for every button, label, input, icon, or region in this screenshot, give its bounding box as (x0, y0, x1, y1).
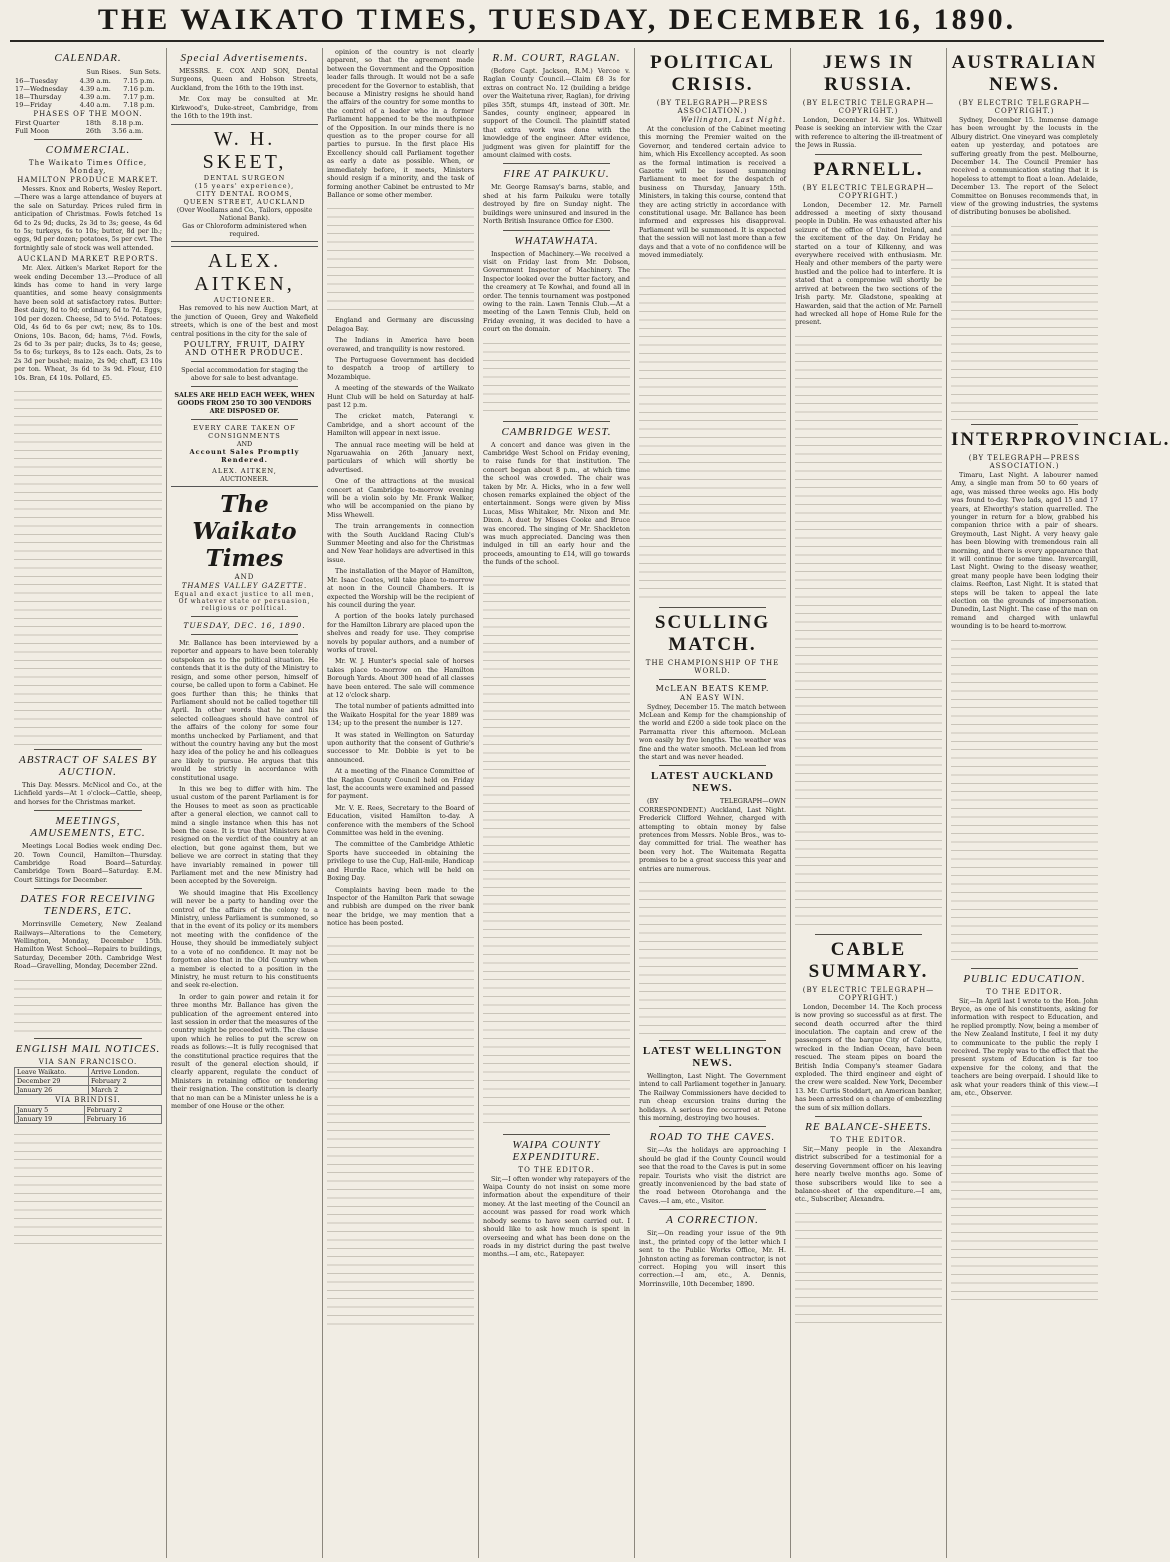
column-text-filler (14, 1128, 162, 1248)
news-note: The total number of patients admitted into the Waikato Hospital for the year 1889 was 134; up to the present the number is 127. (327, 702, 474, 728)
auckland-news-text: (BY TELEGRAPH—OWN CORRESPONDENT.) Auckland, Last Night. Frederick Clifford Wehner, charged with attempting to obtain money by false pretences from Messrs. Noble Bros., was to-day committed for trial. The weather has been very hot. The Waitemata Regatta promises to be a great success this year and entries are numerous. (639, 797, 786, 873)
interprovincial-text: Timaru, Last Night. A labourer named Amy, a single man from 50 to 60 years of age, was missed three weeks ago. His body was found to-day. Two lads, aged 15 and 17 years, at Elworthy's station quarrelled. The younger in return for a blow, grabbed his companion thrice with a pair of shears. Greymouth, Last Night. A very heavy gale has been blowing with tremendous rain all morning, and there is every appearance that it will continue for some time. Invercargill, Last Night. Owing to the diseasy weather, great many people have been lodging their claims. Reefton, Last Night. It is stated that steps will be taken to appeal the late election on the grounds of impersonation. Dunedin, Last Night. The case of the man on remand and charged with unlawful wounding is to be heard to-morrow. (951, 470, 1098, 631)
education-text: Sir,—In April last I wrote to the Hon. John Bryce, as one of his constituents, asking for information with respect to Education, and he replied promptly. Now, being a member of the New Zealand Institute, I feel it my duty to communicate to the public the reply I received. The reply was to the effect that the present system of Education is far too expensive for the colony, and that the teachers are being overpaid. I should like to ask what your readers think of this view.—I am, etc., Observer. (951, 996, 1098, 1098)
mail-sub: VIA SAN FRANCISCO. (38, 1057, 138, 1066)
news-note: Mr. W. J. Hunter's special sale of horses takes place to-morrow on the Hamilton Borough Yards. About 300 head of all classes have been entered. The sale will commence at 12 o'clock sharp. (327, 657, 474, 699)
correction-text: Sir,—On reading your issue of the 9th inst., the printed copy of the letter which I sent to the Public Works Office, Mr. H. Johnston acting as foreman contractor, is not correct. Hoping you will insert this correction.—I am, etc., A. Dennis, Morrinsville, 10th December, 1890. (639, 1229, 786, 1288)
news-note: The Indians in America have been overawed, and tranquility is now restored. (327, 336, 474, 353)
cox-ad-text: MESSRS. E. COX AND SON, Dental Surgeons, Queen and Hobson Streets, Auckland, from the 16th to the 19th inst. (171, 67, 318, 92)
column-5: POLITICAL CRISIS. (BY TELEGRAPH—PRESS ASSOCIATION.) Wellington, Last Night. At the conclusion of the Cabinet meeting this morning the Premier waited on the Governor, and tendered certain advice to him, which His Excellency accepted. As soon as the formal intimation is received a Gazette will be issued summoning Parliament to meet for the despatch of business on Thursday, January 15th. Ministers, in taking this course, contend that they are acting strictly in accordance with constitutional usage. Mr. Ballance has been informed and expresses his disapproval. Parliament will be summoned. It is expected that the session will not last more than a few days and that a vote of no confidence will be moved immediately. SCULLING MATCH. THE CHAMPIONSHIP OF THE WORLD. McLEAN BEATS KEMP. AN EASY WIN. Sydney, December 15. The match between McLean and Kemp for the championship of the world and £200 a side took place on the Parramatta river this afternoon. McLean won easily by five lengths. The weather was fine and the water smooth. McLean led from the start and was never headed. LATEST AUCKLAND NEWS. (BY TELEGRAPH—OWN CORRESPONDENT.) Auckland, Last Night. Frederick Clifford Wehner, charged with attempting to obtain money by false pretences from Messrs. Noble Bros., was to-day committed for trial. The weather has been very hot. The Waitemata Regatta promises to be a great success this year and entries are numerous. LATEST WELLINGTON NEWS. Wellington, Last Night. The Government intend to call Parliament together in January. The Railway Commissioners have decided to run cheap excursion trains during the holidays. A serious fire occurred at Petone this morning, destroying two houses. ROAD TO THE CAVES. Sir,—As the holidays are approaching I should be glad if the County Council would see that the road to the Caves is put in some repair. Tourists who visit the district are greatly inconvenienced by the bad state of the road between Otorohanga and the Caves.—I am, etc., Visitor. A CORRECTION. Sir,—On reading your issue of the 9th inst., the printed copy of the letter which I sent to the Public Works Office, Mr. H. Johnston acting as foreman contractor, is not correct. Hoping you will insert this correction.—I am, etc., A. Dennis, Morrinsville, 10th December, 1890. (634, 48, 790, 1558)
produce-title: HAMILTON PRODUCE MARKET. (17, 176, 159, 184)
news-note: The committee of the Cambridge Athletic Sports have succeeded in obtaining the privilege to use the Cup, Hall-mile, Handicap and Hurdle Race, which will be held on Boxing Day. (327, 840, 474, 883)
column-text-filler (483, 570, 630, 1130)
meetings-title: MEETINGS, AMUSEMENTS, ETC. (30, 815, 146, 840)
mail-table: Leave Waikato. Arrive London. December 29 February 2 January 26 March 2 (14, 1067, 162, 1095)
column-text-filler (639, 876, 786, 1036)
skeet-name: W. H. SKEET, (202, 128, 287, 174)
mail-sub2: VIA BRINDISI. (55, 1095, 121, 1104)
commercial-title: COMMERCIAL. (45, 144, 131, 156)
balance-text: Sir,—Many people in the Alexandra district subscribed for a testimonial for a deserving Government officer on his leaving here nearly twelve months ago. Some of those subscribers would like to see a balance-sheet of the expenditure.—I am, etc., Subscriber, Alexandra. (795, 1145, 942, 1204)
paper-title: The Waikato Times (192, 491, 297, 573)
leader-paragraph: Mr. Ballance has been interviewed by a reporter and appears to have been tolerably outspoken as to the political situation. He contends that it is the duty of the Ministry to resign, and some other person, himself of course, be called upon to form a Cabinet. He goes further than this; he thinks that Parliament should not be called together till April. In other words that he and his selected colleagues should have control of the affairs of the colony for some four months unchecked by Parliament, and that without the country having any but the most hazy idea of the policy he and his colleagues are likely to pursue. He argues that this would be strictly in accordance with constitutional usage. (171, 639, 318, 782)
skeet-ad: W. H. SKEET, DENTAL SURGEON (15 years' experience), CITY DENTAL ROOMS, QUEEN STREET, AUCKLAND (Over Woollams and Co., Tailors, opposite National Bank). Gas or Chloroform administered when required. (171, 124, 318, 242)
mail-table-2: January 5 February 2 January 19 February 16 (14, 1105, 162, 1124)
aitken-name: ALEX. AITKEN, (194, 250, 295, 296)
calendar-title: CALENDAR. (54, 52, 122, 64)
cable-text: London, December 14. The Koch process is now proving so successful as at first. The second death occurred after the third inoculation. The captain and crew of the passengers of the barque City of Calcutta, wrecked in the Indian Ocean, have been rescued. The steam pipes on board the British India Company's steamer Gadara exploded. The third engineer and eight of the crew were scalded. New York, December 13. Mr. Curtis Stoddart, an American banker, has been arrested on a charge of embezzling the sum of six million dollars. (795, 1002, 942, 1112)
news-note: The annual race meeting will be held at Ngaruawahia on 26th January next, particulars of which will shortly be advertised. (327, 440, 474, 474)
meetings-text: Meetings Local Bodies week ending Dec. 20. Town Council, Hamilton—Thursday. Cambridge Road Board—Saturday. Cambridge Town Board—Saturday. E.M. Court Sittings for December. (14, 842, 162, 884)
abstract-text: This Day. Messrs. McNicol and Co., at the Lichfield yards—At 1 o'clock—Cattle, sheep, and horses for the Christmas market. (14, 780, 162, 806)
news-note: A portion of the books lately purchased for the Hamilton Library are placed upon the shelves and ready for use. They comprise novels by popular authors, and a number of works of travel. (327, 612, 474, 654)
education-title: PUBLIC EDUCATION. (963, 972, 1086, 985)
australian-text: Sydney, December 15. Immense damage has been wrought by the locusts in the Albury district. One vineyard was completely eaten up yesterday, and potatoes are suffering greatly from the pest. Melbourne, December 14. The Council Premier has received a communication stating that it is hopeless to attempt to float a loan. Adelaide, December 13. The report of the Select Committee on Bonuses recommends that, in view of the growing industries, the systems of distributing bonuses be abolished. (951, 116, 1098, 217)
produce-text: Messrs. Knox and Roberts, Wesley Report.—There was a large attendance of buyers at the sale on Saturday. Prices ruled firm in anticipation of Christmas. Fowls fetched 1s 6d to 2s 9d; ducks, 2s 3d to 3s; geese, 4s 6d to 5s; turkeys, 6s to 10s; butter, 8d per lb.; eggs, 9d per dozen; potatoes, 5s per cwt. The fortnightly sale of stock was well attended. (14, 185, 162, 252)
column-text-filler (483, 337, 630, 417)
cable-title: CABLE SUMMARY. (808, 938, 929, 982)
rm-court-title: R.M. COURT, RAGLAN. (492, 52, 621, 64)
auckland-text: Mr. Alex. Aitken's Market Report for the week ending December 13.—Produce of all kinds has come to hand in very large quantities, and some heavy consignments have been sold at satisfactory rates. Butter: Best dairy, 8d to 9d; ordinary, 6d to 7d. Eggs, 10d per dozen. Cheese, 5d to 5½d. Potatoes: Old, 4s 6d to 6s per cwt; new, 8s to 10s. Onions, 10s. Bacon, 6d; hams, 7½d. Fowls, 2s 6d to 3s per pair; ducks, 3s to 4s; geese, 5s to 6s; turkeys, 8s to 12s each. Oats, 2s to 2s 3d per bushel; maize, 2s 9d; chaff, £3 10s per ton. Wheat, 3s 6d to 3s 9d. Flour, £10 10s. Bran, £4 10s. Pollard, £5. (14, 264, 162, 382)
news-note: The installation of the Mayor of Hamilton, Mr. Isaac Coates, will take place to-morrow at noon in the Council Chambers. It is expected the Worship will be the recipient of his council during the year. (327, 567, 474, 609)
mail-title: ENGLISH MAIL NOTICES. (15, 1042, 161, 1055)
column-text-filler (951, 1100, 1098, 1300)
column-text-filler (14, 974, 162, 1034)
interprovincial-title: INTERPROVINCIAL. (951, 428, 1170, 450)
moon-table: First Quarter 18th 8.18 p.m. Full Moon 26th 3.56 a.m. (15, 119, 144, 135)
special-ads-title: Special Advertisements. (180, 52, 309, 64)
news-note: The train arrangements in connection with the South Auckland Racing Club's Summer Meeting and also for the Christmas and New Year holidays are advertised in this issue. (327, 522, 474, 564)
news-note: One of the attractions at the musical concert at Cambridge to-morrow evening will be a violin solo by Mr. Frank Walker, who will be accompanied on the piano by Miss Whewell. (327, 477, 474, 519)
leader-paragraph: opinion of the country is not clearly apparent, so that the agreement made between the Government and the Opposition leader falls through. It would not be a safe precedent for the Governor to establish, that because a Ministry resigns he should hand the affairs of the country for some months to the control of a leader who in a former Parliament happened to be the mouthpiece of the Opposition. In our minds there is no question as to the proper course for all parties to pursue. In the first place His Excellency should call Parliament together as early a date as possible. When, or immediately before, it meets, Ministers should resign if a minority, and the task of forming another Cabinet be entrusted to Mr Ballance or some other member. (327, 48, 474, 199)
commercial-sub: The Waikato Times Office, Monday, (28, 159, 148, 175)
column-6: JEWS IN RUSSIA. (BY ELECTRIC TELEGRAPH—COPYRIGHT.) London, December 14. Sir Jos. Whitwell Pease is seeking an interview with the Czar with reference to altering the ill-treatment of the Jews in Russia. PARNELL. (BY ELECTRIC TELEGRAPH—COPYRIGHT.) London, December 12. Mr. Parnell addressed a meeting of sixty thousand people in Dublin. He was exhausted after his seizure of the office of United Ireland, and the excitement of the day. On Friday he started on a tour of Kilkenny, and was everywhere received with enthusiasm. Mr. Healy and other members of the party were hustled and the police had to interfere. It is stated that a compromise will shortly be arrived at between the two sections of the Irish party. Mr. Gladstone, speaking at Hawarden, said that the action of Mr. Parnell had wrecked all hope of Home Rule for the present. CABLE SUMMARY. (BY ELECTRIC TELEGRAPH—COPYRIGHT.) London, December 14. The Koch process is now proving so successful as at first. The second death occurred after the third inoculation. The captain and crew of the passengers of the barque City of Calcutta, wrecked in the Indian Ocean, have been rescued. The steam pipes on board the British India Company's steamer Gadara exploded. The third engineer and eight of the crew were scalded. New York, December 13. Mr. Curtis Stoddart, an American banker, has been arrested on a charge of embezzling the sum of six million dollars. RE BALANCE-SHEETS. TO THE EDITOR. Sir,—Many people in the Alexandra district subscribed for a testimonial for a deserving Government officer on his leaving here nearly twelve months ago. Some of those subscribers would like to see a balance-sheet of the expenditure.—I am, etc., Subscriber, Alexandra. (790, 48, 946, 1558)
moon-title: PHASES OF THE MOON. (33, 110, 143, 118)
tenders-title: DATES FOR RECEIVING TENDERS, ETC. (20, 893, 156, 918)
column-text-filler (639, 263, 786, 603)
paper-subtitle: THAMES VALLEY GAZETTE. (181, 582, 308, 591)
balance-title: RE BALANCE-SHEETS. (805, 1121, 932, 1133)
column-text-filler (795, 330, 942, 930)
waipa-title: WAIPA COUNTY EXPENDITURE. (512, 1138, 601, 1163)
whatawhata-text: Inspection of Machinery.—We received a visit on Friday last from Mr. Dobson, Government Inspector of Machinery. The Inspector looked over the butter factory, and the creamery at Te Kowhai, and found all in order. The tennis tournament was postponed owing to the rain. Lawn Tennis Club.—At a meeting of the Lawn Tennis Club, held on Friday evening, it was decided to have a court on the domain. (483, 249, 630, 334)
cambridge-west-title: CAMBRIDGE WEST. (501, 425, 612, 438)
news-note: Mr. V. E. Rees, Secretary to the Board of Education, visited Hamilton to-day. A conference with the members of the School Committee was held in the evening. (327, 803, 474, 838)
leader-paragraph: In order to gain power and retain it for three months Mr. Ballance has given the publication of the agreement entered into last session in order that the measures of the country might be proceeded with. The clause upon which he relies to put the screw on reads as follows:—It is fully recognised that the constitutional practice requires that the result of the general election should, if clearly apparent, regulate the conduct of Ministers in retaining office or tendering their resignation. The constitution is clearly that no man can be a Minister unless he is a member of one House or the other. (171, 992, 318, 1110)
parnell-title: PARNELL. (813, 158, 924, 180)
column-text-filler (795, 1207, 942, 1327)
jews-text: London, December 14. Sir Jos. Whitwell Pease is seeking an interview with the Czar with reference to altering the ill-treatment of the Jews in Russia. (795, 116, 942, 150)
tenders-text: Morrinsville Cemetery, New Zealand Railways—Alterations to the Cemetery, Wellington, Monday, December 15th. Hamilton West School—Repairs to buildings, Saturday, December 20th. Cambridge West Road—Gravelling, Monday, December 22nd. (14, 920, 162, 971)
auckland-news-title: LATEST AUCKLAND NEWS. (650, 770, 775, 795)
leader-paragraph: We should imagine that His Excellency will never be a party to handing over the control of the affairs of the colony to a Ministry, unless Parliament is summoned, so that in the event of its policy or its members not meeting with the confidence of the House, they should be immediately subject to a vote of no confidence. It may not be forgotten also that in the Old Country when a member is elected to a position in the Ministry, he must return to his constituents and seek re-election. (171, 888, 318, 990)
auckland-title: AUCKLAND MARKET REPORTS. (17, 255, 159, 264)
whatawhata-title: WHATAWHATA. (514, 234, 599, 247)
masthead: THE WAIKATO TIMES, TUESDAY, DECEMBER 16, 1890. (10, 0, 1104, 42)
australian-title: AUSTRALIAN NEWS. (951, 52, 1098, 95)
column-3 (322, 48, 478, 1558)
leader-paragraph: In this we beg to differ with him. The usual custom of the parent Parliament is for the Houses to meet as soon as practicable after a general election, we cannot call to mind a single instance when this has not been the case. It is true that Ministers have resigned on the verdict of the country at an election, but gone against them, but we believe we are correct in stating that they have invariably remained in power till Parliament met and the new Ministry had been accepted by the Sovereign. (171, 784, 318, 886)
caves-title: ROAD TO THE CAVES. (649, 1131, 776, 1144)
abstract-title: ABSTRACT OF SALES BY AUCTION. (18, 753, 158, 778)
news-note: The Portuguese Government has decided to despatch a troop of artillery to Mozambique. (327, 355, 474, 381)
calendar-table: Sun Rises. Sun Sets. 16—Tuesday 4.39 a.m. 7.15 p.m. 17—Wednesday 4.39 a.m. 7.16 p.m. 18—Thursday 4.39 a.m. 7.17 p.m. 19—Friday 4.40 a.m. 7.18 p.m. (15, 68, 161, 109)
wellington-news-text: Wellington, Last Night. The Government intend to call Parliament together in January. The Railway Commissioners have decided to run cheap excursion trains during the holidays. A serious fire occurred at Petone this morning, destroying two houses. (639, 1072, 786, 1123)
sculling-text: Sydney, December 15. The match between McLean and Kemp for the championship of the world and £200 a side took place on the Parramatta river this afternoon. McLean won easily by five lengths. The weather was fine and the water smooth. McLean led from the start and was never headed. (639, 702, 786, 761)
cambridge-west-text: A concert and dance was given in the Cambridge West School on Friday evening, to raise funds for that institution. The concert began about 8 p.m., at which time the school was crowded. The chair was taken by Mr. A. Hicks, who in a few well chosen remarks explained the object of the entertainment. Songs were given by Miss Lucas, Miss Whitaker, Mr. Nixon and Mr. Dixon. A duet by Misses Cooke and Bruce was encored. The singing of Mr. Shackleton was much appreciated. Dancing was then indulged in till an early hour and the proceeds, amounting to £14, will go towards the funds of the school. (483, 440, 630, 567)
news-note: England and Germany are discussing Delagoa Bay. (327, 316, 474, 333)
rm-court-text: (Before Capt. Jackson, R.M.) Vercoe v. Raglan County Council.—Claim £8 3s for extras on contract No. 12 (building a bridge over the Waitetuna river, Raglan), for driving piles 35ft, stumps 4ft, instead of 30ft. Mr. Sandes, county engineer, appeared in support of the Council. The plaintiff stated that extra work was done with the knowledge of the engineer. After evidence, judgment was given for plaintiff for the amount claimed with costs. (483, 67, 630, 160)
news-note: It was stated in Wellington on Saturday upon authority that the consent of Guthrie's successor to Mr. Dobbie is yet to be announced. (327, 730, 474, 764)
dateline: TUESDAY, DEC. 16, 1890. (183, 621, 306, 631)
fire-title: FIRE AT PAIKUKU. (503, 168, 610, 181)
fire-text: Mr. George Ramsay's barns, stable, and shed at his farm Paikuku were totally destroyed by fire on Sunday night. The buildings were uninsured and insured in the North British Insurance Office for £300. (483, 183, 630, 226)
column-text-filler (327, 202, 474, 312)
aitken-ad: ALEX. AITKEN, AUCTIONEER. Has removed to his new Auction Mart, at the junction of Queen, Grey and Wakefield streets, which is one of the best and most central positions in the city for the sale of POULTRY, FRUIT, DAIRY AND OTHER PRODUCE. Special accommodation for staging the above for sale to best advantage. SALES ARE HELD EACH WEEK, WHEN GOODS FROM 250 TO 300 VENDORS ARE DISPOSED OF. EVERY CARE TAKEN OF CONSIGNMENTS AND Account Sales Promptly Rendered. ALEX. AITKEN, AUCTIONEER. (171, 246, 318, 487)
column-2: Special Advertisements. MESSRS. E. COX AND SON, Dental Surgeons, Queen and Hobson Streets, Auckland, from the 16th to the 19th inst. Mr. Cox may be consulted at Mr. Kirkwood's, Duke-street, Cambridge, from the 16th to the 19th inst. W. H. SKEET, DENTAL SURGEON (15 years' experience), CITY DENTAL ROOMS, QUEEN STREET, AUCKLAND (Over Woollams and Co., Tailors, opposite National Bank). Gas or Chloroform administered when required. ALEX. AITKEN, AUCTIONEER. Has removed to his new Auction Mart, at the junction of Queen, Grey and Wakefield streets, which is one of the best and most central positions in the city for the sale of POULTRY, FRUIT, DAIRY AND OTHER PRODUCE. Special accommodation for staging the above for sale to best advantage. SALES ARE HELD EACH WEEK, WHEN GOODS FROM 250 TO 300 VENDORS ARE DISPOSED OF. EVERY CARE TAKEN OF CONSIGNMENTS AND Account Sales Promptly Rendered. ALEX. AITKEN, AUCTIONEER. The Waikato Times AND THAMES VALLEY GAZETTE. Equal and exact justice to all men, Of whatever state or persuasion, religious or political. TUESDAY, DEC. 16, 1890. Mr. Ballance has been interviewed by a reporter and appears to have been tolerably outspoken as to the political situation. He contends that it is the duty of the Ministry to resign, and some other person, himself of course, be called upon to form a Cabinet. He goes further than this; he thinks that Parliament should not be called together till April. In other words that he and his selected colleagues should have control of the affairs of the colony for some four months unchecked by Parliament, and that without the country having any but the most hazy idea of the policy he and his colleagues are likely to pursue. He argues that this would be strictly in accordance with constitutional usage. In this we beg to differ with him. The usual custom of the parent Parliament is for the Houses to meet as soon as practicable after a general election, we cannot call to mind a single instance when this has not been the case. It is true that Ministers have resigned on the verdict of the country at an election, but gone against them, but we believe we are correct in stating that they have invariably remained in power till Parliament met and the new Ministry had been accepted by the Sovereign. We should imagine that His Excellency will never be a party to handing over the control of the affairs of the colony to a Ministry, unless Parliament is summoned, so that in the event of its policy or its members not meeting with the confidence of the House, they should be immediately subject to a vote of no confidence. It may not be forgotten also that in the Old Country when a member is elected to a position in the Ministry, he must return to his constituents and seek re-election. In order to gain power and retain it for three months Mr. Ballance has given the publication of the agreement entered into last session in order that the measures of the country might be proceeded with. The clause upon which he relies to put the screw on reads as follows:—It is fully recognised that the constitutional practice requires that the result of the general election should, if clearly apparent, regulate the conduct of Ministers in retaining office or tendering their resignation. The constitution is clearly that no man can be a Minister unless he is a member of one House or the other. (166, 48, 322, 1558)
column-text-filler (14, 385, 162, 745)
news-note: At a meeting of the Finance Committee of the Raglan County Council held on Friday last, the accounts were examined and passed for payment. (327, 767, 475, 801)
paper-motto: Equal and exact justice to all men, Of whatever state or persuasion, religious or political. (174, 591, 315, 613)
jews-title: JEWS IN RUSSIA. (822, 52, 915, 95)
waipa-text: Sir,—I often wonder why ratepayers of the Waipa County do not insist on some more information about the expenditure of their money. At the last meeting of the Council an account was passed for road work which nobody seems to have seen carried out. I should like to ask how much is spent in overseeing and what has been done on the roads in my district during the past twelve months.—I am, etc., Ratepayer. (483, 1174, 630, 1259)
news-note: Complaints having been made to the Inspector of the Hamilton Park that sewage and rubbish are dumped on the river bank near the bridge, we may mention that a notice has been posted. (327, 885, 474, 928)
crisis-text: At the conclusion of the Cabinet meeting this morning the Premier waited on the Governor, and tendered certain advice to him, which His Excellency accepted. As soon as the formal intimation is received a Gazette will be issued summoning Parliament to meet for the despatch of business on Thursday, January 15th. Ministers, in taking this course, contend that they are acting strictly in accordance with constitutional usage. Mr. Ballance has been informed and expresses his disapproval. Parliament will be summoned. It is expected that the session will not last more than a few days and that a vote of no confidence will be moved immediately. (639, 125, 786, 260)
news-note: The cricket match, Paterangi v. Cambridge, and a short account of the Hamilton will appear in next issue. (327, 412, 474, 438)
column-7: AUSTRALIAN NEWS. (BY ELECTRIC TELEGRAPH—COPYRIGHT.) Sydney, December 15. Immense damage has been wrought by the locusts in the Albury district. One vineyard was completely eaten up yesterday, and potatoes are suffering greatly from the pest. Melbourne, December 14. The Council Premier has received a communication stating that it is hopeless to attempt to float a loan. Adelaide, December 13. The report of the Select Committee on Bonuses recommends that, in view of the growing industries, the systems of distributing bonuses be abolished. INTERPROVINCIAL. (BY TELEGRAPH—PRESS ASSOCIATION.) Timaru, Last Night. A labourer named Amy, a single man from 50 to 60 years of age, was missed three weeks ago. His body was found to-day. Two lads, aged 15 and 17 years, at Elworthy's station quarrelled. The younger in return for a blow, grabbed his companion thrice with a pair of shears. Greymouth, Last Night. A very heavy gale has been blowing with tremendous rain all morning, and there is every appearance that it will continue for some time. Invercargill, Last Night. Owing to the diseasy weather, great many people have been lodging their claims. Reefton, Last Night. It is stated that steps will be taken to appeal the late election on the grounds of impersonation. Dunedin, Last Night. The case of the man on remand and charged with unlawful wounding is to be heard to-morrow. PUBLIC EDUCATION. TO THE EDITOR. Sir,—In April last I wrote to the Hon. John Bryce, as one of his constituents, asking for information with respect to Education, and he replied promptly. Now, being a member of the New Zealand Institute, I feel it my duty to communicate to the public the reply I received. The reply was to the effect that the present system of Education is far too expensive for the colony, and that the teachers are being overpaid. I should like to ask what your readers think of this view.—I am, etc., Observer. (946, 48, 1102, 1558)
crisis-title: POLITICAL CRISIS. (650, 52, 775, 95)
news-note: A meeting of the stewards of the Waikato Hunt Club will be held on Saturday at half-past 12 p.m. (327, 384, 474, 409)
column-text-filler (327, 931, 474, 1331)
caves-text: Sir,—As the holidays are approaching I should be glad if the County Council would see that the road to the Caves is put in some repair. Tourists who visit the district are greatly inconvenienced by the bad state of the road between Otorohanga and the Caves.—I am, etc., Visitor. (639, 1146, 786, 1205)
cox-ad-note: Mr. Cox may be consulted at Mr. Kirkwood's, Duke-street, Cambridge, from the 16th to the 19th inst. (171, 95, 318, 121)
sculling-title: SCULLING MATCH. (654, 611, 771, 655)
correction-title: A CORRECTION. (666, 1214, 759, 1227)
parnell-text: London, December 12. Mr. Parnell addressed a meeting of sixty thousand people in Dublin. He was exhausted after his seizure of the office of United Ireland, and the excitement of the day. On Friday he started on a tour of Kilkenny, and was everywhere received with enthusiasm. Mr. Healy and other members of the party were hustled and the police had to interfere. It is stated that a compromise will shortly be arrived at between the two sections of the Irish party. Mr. Gladstone, speaking at Hawarden, said that the action of Mr. Parnell had wrecked all hope of Home Rule for the present. (795, 200, 942, 327)
wellington-news-title: LATEST WELLINGTON NEWS. (642, 1045, 783, 1069)
column-4: R.M. COURT, RAGLAN. (Before Capt. Jackson, R.M.) Vercoe v. Raglan County Council.—Claim £8 3s for extras on contract No. 12 (building a bridge over the Waitetuna river, Raglan), for driving piles 35ft, stumps 4ft, instead of 30ft. Mr. Sandes, county engineer, appeared in support of the Council. The plaintiff stated that extra work was done with the knowledge of the engineer. After evidence, judgment was given for plaintiff for the amount claimed with costs. FIRE AT PAIKUKU. Mr. George Ramsay's barns, stable, and shed at his farm Paikuku were totally destroyed by fire on Sunday night. The buildings were uninsured and insured in the North British Insurance Office for £300. WHATAWHATA. Inspection of Machinery.—We received a visit on Friday last from Mr. Dobson, Government Inspector of Machinery. The Inspector looked over the butter factory, and the creamery at Te Kowhai, and found all in order. The tennis tournament was postponed owing to the rain. Lawn Tennis Club.—At a meeting of the Lawn Tennis Club, held on Friday evening, it was decided to have a court on the domain. CAMBRIDGE WEST. A concert and dance was given in the Cambridge West School on Friday evening, to raise funds for that institution. The concert began about 8 p.m., at which time the school was crowded. The chair was taken by Mr. A. Hicks, who in a few well chosen remarks explained the object of the entertainment. Songs were given by Miss Lucas, Miss Whitaker, Mr. Nixon and Mr. Dixon. A duet by Misses Cooke and Bruce was encored. The singing of Mr. Shackleton was much appreciated. Dancing was then indulged in till an early hour and the proceeds, amounting to £14, will go towards the funds of the school. WAIPA COUNTY EXPENDITURE. TO THE EDITOR. Sir,—I often wonder why ratepayers of the Waipa County do not insist on some more information about the expenditure of their money. At the last meeting of the Council an account was passed for road work which nobody seems to have seen carried out. I should like to ask how much is spent in overseeing and what has been done on the roads in my district during the past twelve months.—I am, etc., Ratepayer. (478, 48, 634, 1558)
column-1 (10, 48, 166, 1558)
column-text-filler (951, 220, 1098, 420)
column-text-filler (951, 634, 1098, 964)
